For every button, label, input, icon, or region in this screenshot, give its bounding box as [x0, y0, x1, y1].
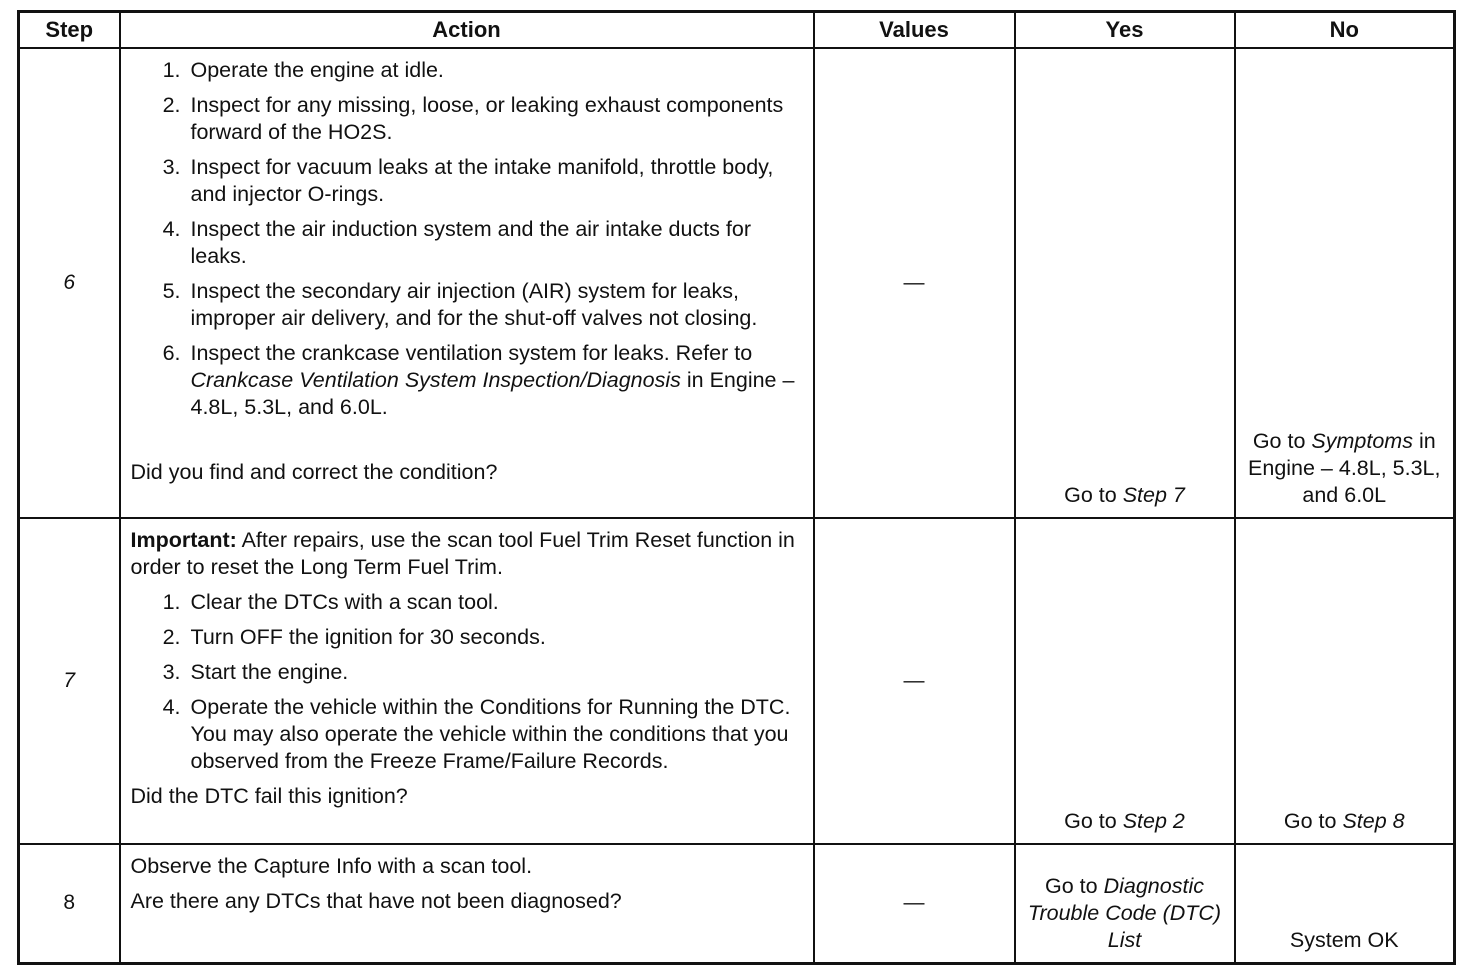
list-item: 4. Inspect the air induction system and the air intake ducts for leaks.	[187, 216, 801, 270]
action-line: Observe the Capture Info with a scan tool.	[130, 854, 533, 878]
no-suffix: in Engine – 4.8L, 5.3L, and 6.0L	[1248, 429, 1441, 507]
dtc-list-link[interactable]: Diagnostic Trouble Code (DTC) List	[1027, 873, 1222, 952]
no-prefix: Go to	[1283, 809, 1337, 833]
no-step-link[interactable]: Step 8	[1342, 809, 1405, 833]
diagnostic-table	[17, 10, 1456, 965]
header-yes: Yes	[1015, 12, 1235, 49]
step-number: 6	[19, 48, 120, 518]
question-text: Are there any DTCs that have not been diagnosed?	[130, 889, 622, 913]
question-text: Did you find and correct the condition?	[130, 460, 498, 484]
list-item: 5. Inspect the secondary air injection (AIR) system for leaks, improper air delivery, and for the shut-off valves not closing.	[187, 278, 801, 332]
yes-cell	[1015, 844, 1235, 963]
step-number: 8	[19, 844, 120, 963]
list-item	[187, 340, 801, 421]
values-cell: —	[814, 844, 1015, 963]
list-item: 2. Turn OFF the ignition for 30 seconds.	[187, 624, 801, 651]
list-item: 4. Operate the vehicle within the Conditions for Running the DTC. You may also operate the vehicle within the conditions that you observed from the Freeze Frame/Failure Records.	[187, 694, 801, 775]
action-list	[131, 57, 801, 421]
yes-cell	[1015, 48, 1235, 518]
yes-step-link[interactable]: Step 7	[1122, 483, 1185, 507]
table-row-step-6	[19, 48, 1455, 518]
no-cell	[1235, 48, 1455, 518]
list-item: 3. Inspect for vacuum leaks at the intake manifold, throttle body, and injector O-rings.	[187, 154, 801, 208]
step-number: 7	[19, 518, 120, 844]
no-prefix: Go to	[1252, 429, 1306, 453]
table-row-step-8	[19, 844, 1455, 963]
important-note	[131, 527, 801, 581]
yes-cell	[1015, 518, 1235, 844]
important-text: After repairs, use the scan tool Fuel Trim Reset function in order to reset the Long Term Fuel Trim.	[130, 528, 795, 579]
yes-prefix: Go to	[1064, 809, 1117, 833]
table-row-step-7	[19, 518, 1455, 844]
no-cell: System OK	[1235, 844, 1455, 963]
yes-prefix: Go to	[1064, 483, 1117, 507]
values-cell: —	[814, 48, 1015, 518]
important-label: Important:	[130, 528, 237, 552]
header-action: Action	[120, 12, 814, 49]
header-no: No	[1235, 12, 1455, 49]
yes-prefix: Go to	[1045, 873, 1098, 898]
header-step: Step	[19, 12, 120, 49]
no-cell	[1235, 518, 1455, 844]
item-text: Inspect the crankcase ventilation system for leaks. Refer to	[190, 341, 753, 365]
list-item: 3. Start the engine.	[187, 659, 801, 686]
procedure-link[interactable]: Crankcase Ventilation System Inspection/Diagnosis	[190, 368, 681, 392]
action-list	[131, 589, 801, 775]
header-row	[19, 12, 1455, 49]
symptoms-link[interactable]: Symptoms	[1311, 429, 1413, 453]
question-text: Did the DTC fail this ignition?	[130, 784, 408, 808]
action-cell	[120, 844, 814, 963]
list-item: 1. Operate the engine at idle.	[187, 57, 801, 84]
action-cell	[120, 48, 814, 518]
action-cell	[120, 518, 814, 844]
yes-step-link[interactable]: Step 2	[1122, 809, 1185, 833]
values-cell: —	[814, 518, 1015, 844]
header-values: Values	[814, 12, 1015, 49]
list-item: 2. Inspect for any missing, loose, or leaking exhaust components forward of the HO2S.	[187, 92, 801, 146]
list-item: 1. Clear the DTCs with a scan tool.	[187, 589, 801, 616]
item-suffix: in Engine – 4.8L, 5.3L, and 6.0L.	[190, 368, 795, 419]
